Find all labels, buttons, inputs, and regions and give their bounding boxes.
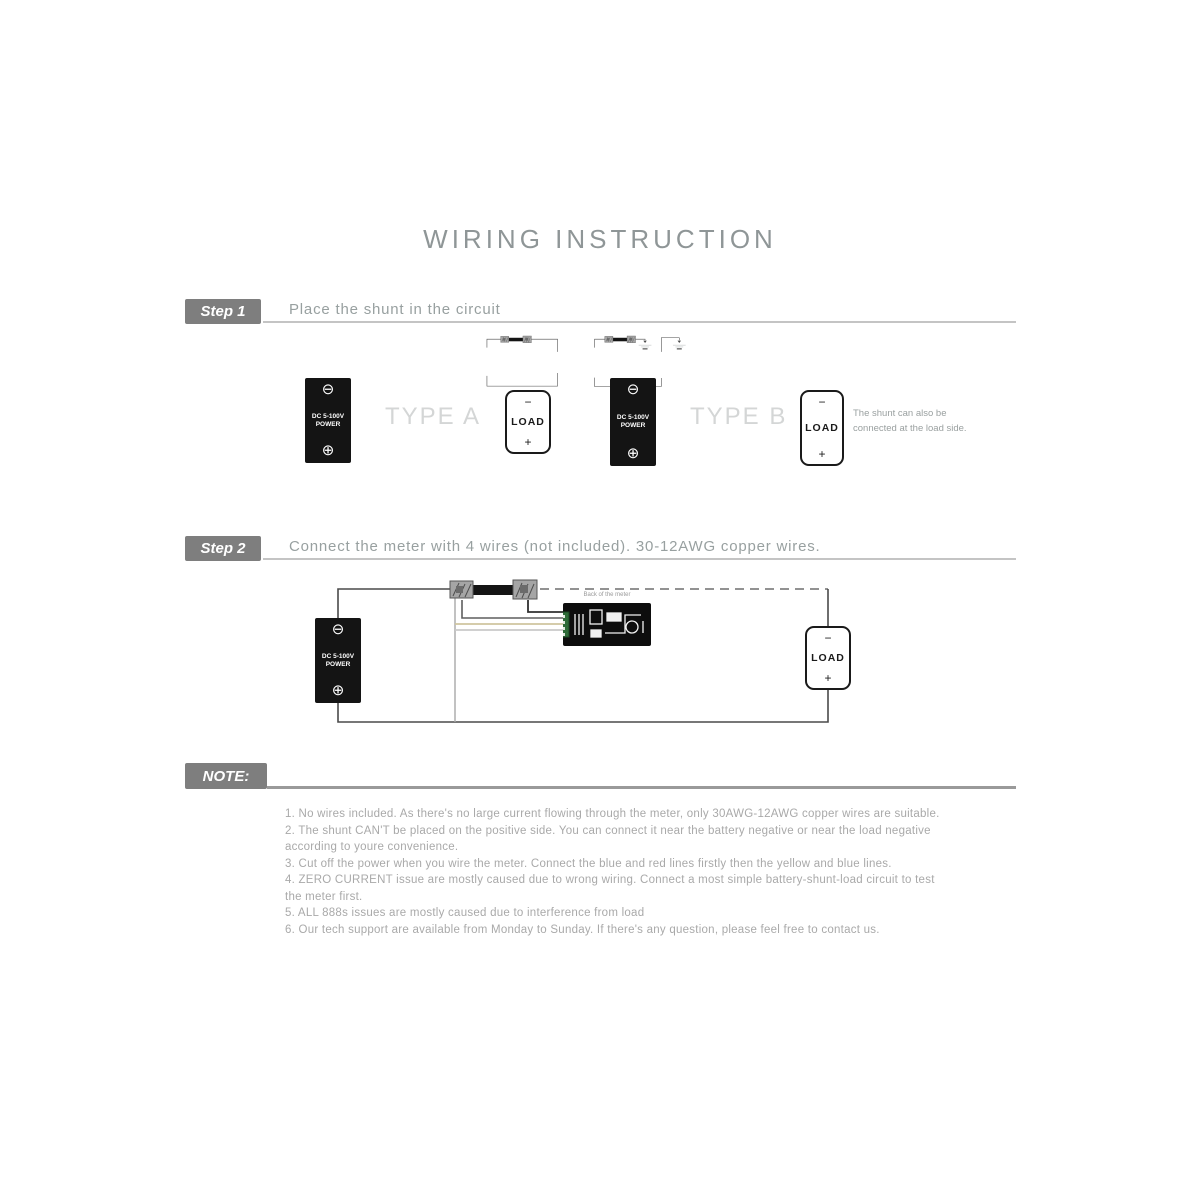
load-label: LOAD xyxy=(511,416,545,428)
type-b-ground-right xyxy=(673,341,686,350)
step2-shunt xyxy=(450,580,537,599)
meter-wire-1 xyxy=(528,600,563,612)
plus-terminal-icon: ⊕ xyxy=(626,445,640,462)
step2-badge xyxy=(185,536,261,561)
type-a-power-supply xyxy=(305,378,351,463)
note-item: 1. No wires included. As there's no large current flowing through the meter, only 30AWG-12AWG copper wires are suitable. xyxy=(285,808,940,820)
meter-wire-2 xyxy=(462,600,563,618)
type-a-load xyxy=(505,390,551,454)
note-badge-label: NOTE: xyxy=(202,767,250,785)
type-a-wires xyxy=(487,339,558,386)
minus-terminal-icon: ⊖ xyxy=(626,381,640,398)
load-plus: + xyxy=(818,447,826,461)
type-b-load xyxy=(800,390,844,466)
type-a-shunt xyxy=(501,336,532,343)
type-b-shunt xyxy=(605,336,636,343)
meter-label: Back of the meter xyxy=(583,592,631,598)
power-label: DC 5-100V POWER xyxy=(321,652,355,668)
step2-divider xyxy=(263,558,1016,560)
note-divider xyxy=(267,786,1016,789)
power-label: DC 5-100V POWER xyxy=(311,412,345,428)
power-label: DC 5-100V POWER xyxy=(616,414,650,429)
note-item: 5. ALL 888s issues are mostly caused due to interference from load xyxy=(285,907,645,919)
note-list xyxy=(285,806,940,938)
step1-description: Place the shunt in the circuit xyxy=(289,301,501,318)
load-plus: + xyxy=(824,671,832,685)
type-b-ground-left xyxy=(639,341,652,350)
note-badge xyxy=(185,763,267,789)
load-minus: − xyxy=(524,395,532,409)
minus-terminal-icon: ⊖ xyxy=(321,381,335,398)
step2-power-supply xyxy=(315,618,361,703)
step2-load xyxy=(805,626,851,690)
note-item: 6. Our tech support are available from Monday to Sunday. If there's any question, please feel free to contact us. xyxy=(285,923,880,936)
load-plus: + xyxy=(524,435,532,449)
load-minus: − xyxy=(824,631,832,645)
plus-terminal-icon: ⊕ xyxy=(321,442,335,459)
type-a-watermark: TYPE A xyxy=(385,403,482,430)
step1-badge xyxy=(185,299,261,324)
meter-pcb xyxy=(563,603,651,646)
note-item: 3. Cut off the power when you wire the meter. Connect the blue and red lines firstly then the yellow and blue lines. xyxy=(285,857,892,870)
load-label: LOAD xyxy=(805,422,839,434)
plus-terminal-icon: ⊕ xyxy=(331,682,345,699)
step1-divider xyxy=(263,321,1016,323)
type-b-watermark: TYPE B xyxy=(690,403,788,430)
step2-description: Connect the meter with 4 wires (not included). 30-12AWG copper wires. xyxy=(289,538,821,555)
note-item: 2. The shunt CAN'T be placed on the positive side. You can connect it near the battery negative or near the load negative according to youre convenience. xyxy=(285,824,931,853)
type-b-side-note: The shunt can also be connected at the load side. xyxy=(853,408,967,434)
note-item: 4. ZERO CURRENT issue are mostly caused due to wrong wiring. Connect a most simple battery-shunt-load circuit to test the meter first. xyxy=(285,874,935,903)
minus-terminal-icon: ⊖ xyxy=(331,621,345,638)
page-title: WIRING INSTRUCTION xyxy=(423,224,777,254)
type-b-power-supply xyxy=(610,378,656,466)
load-minus: − xyxy=(818,395,826,409)
step1-badge-label: Step 1 xyxy=(200,303,246,320)
load-label: LOAD xyxy=(811,652,845,664)
meter-pcb-detail xyxy=(563,603,651,646)
step2-badge-label: Step 2 xyxy=(200,540,246,557)
